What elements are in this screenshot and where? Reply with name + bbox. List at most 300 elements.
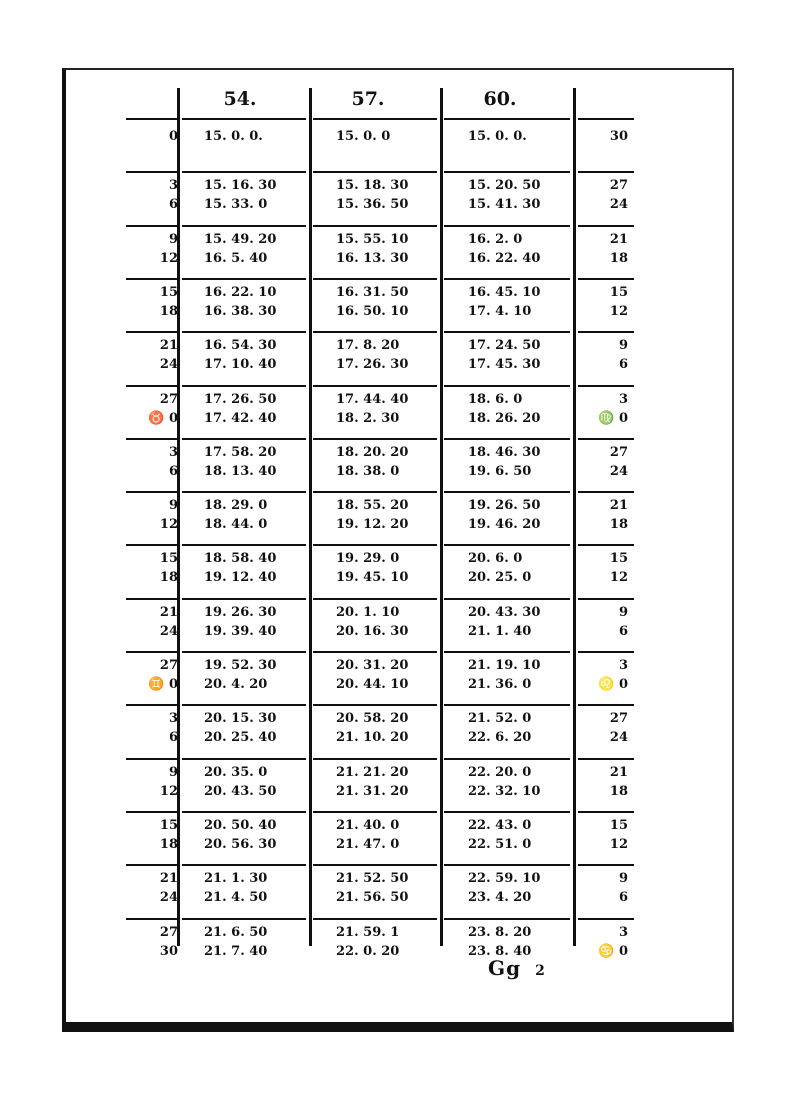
table-cell: 22. 32. 10 bbox=[468, 784, 541, 799]
value-col-54 bbox=[204, 496, 324, 534]
table-cell: 6 bbox=[618, 890, 628, 905]
row-rule bbox=[313, 278, 437, 280]
table-cell: 21. 1. 30 bbox=[204, 871, 268, 886]
value-col-57 bbox=[336, 176, 456, 214]
row-rule bbox=[578, 438, 634, 440]
table-cell: 21 bbox=[609, 765, 628, 780]
argument-right bbox=[580, 443, 628, 481]
row-rule bbox=[444, 544, 570, 546]
argument-right bbox=[580, 230, 628, 268]
table-cell: 12 bbox=[609, 304, 628, 319]
value-col-54 bbox=[204, 603, 324, 641]
table-cell: 15 bbox=[609, 818, 628, 833]
row-rule bbox=[313, 598, 437, 600]
row-rule bbox=[444, 278, 570, 280]
row-rule bbox=[444, 385, 570, 387]
row-rule bbox=[182, 598, 306, 600]
table-cell: 18 bbox=[609, 517, 628, 532]
value-col-54 bbox=[204, 127, 324, 146]
table-cell: 27 bbox=[159, 925, 178, 940]
row-rule bbox=[444, 331, 570, 333]
table-cell: 18. 20. 20 bbox=[336, 445, 409, 460]
table-cell: 19. 26. 30 bbox=[204, 605, 277, 620]
row-rule bbox=[126, 118, 178, 120]
argument-left bbox=[120, 549, 178, 587]
row-rule bbox=[126, 385, 178, 387]
argument-right bbox=[580, 923, 628, 961]
argument-left bbox=[120, 230, 178, 268]
table-cell: 18. 58. 40 bbox=[204, 551, 277, 566]
row-rule bbox=[182, 491, 306, 493]
table-cell: 22. 51. 0 bbox=[468, 837, 532, 852]
row-rule bbox=[578, 385, 634, 387]
row-rule bbox=[126, 651, 178, 653]
row-rule bbox=[578, 651, 634, 653]
row-rule bbox=[182, 704, 306, 706]
table-row bbox=[0, 336, 800, 386]
row-rule bbox=[313, 864, 437, 866]
value-col-60 bbox=[468, 496, 588, 534]
table-cell: 18 bbox=[609, 251, 628, 266]
row-rule bbox=[182, 385, 306, 387]
row-rule bbox=[578, 491, 634, 493]
row-rule bbox=[313, 385, 437, 387]
table-cell: 20. 16. 30 bbox=[336, 624, 409, 639]
table-cell: 21. 10. 20 bbox=[336, 730, 409, 745]
table-cell: 30 bbox=[609, 129, 628, 144]
row-rule bbox=[313, 758, 437, 760]
table-row bbox=[0, 763, 800, 813]
row-rule bbox=[444, 864, 570, 866]
argument-left bbox=[120, 603, 178, 641]
table-cell: 17. 26. 30 bbox=[336, 357, 409, 372]
row-rule bbox=[126, 331, 178, 333]
table-cell: 19. 52. 30 bbox=[204, 658, 277, 673]
row-rule bbox=[578, 331, 634, 333]
argument-right bbox=[580, 496, 628, 534]
row-rule bbox=[126, 758, 178, 760]
table-cell: 15. 36. 50 bbox=[336, 197, 409, 212]
table-row bbox=[0, 816, 800, 866]
table-cell: 16. 45. 10 bbox=[468, 285, 541, 300]
table-cell: 27 bbox=[609, 711, 628, 726]
table-cell: 15. 41. 30 bbox=[468, 197, 541, 212]
table-cell: 6 bbox=[618, 624, 628, 639]
row-rule bbox=[444, 491, 570, 493]
signature-number: 2 bbox=[535, 963, 546, 979]
row-rule bbox=[313, 651, 437, 653]
argument-left bbox=[120, 923, 178, 961]
table-cell: 22. 6. 20 bbox=[468, 730, 532, 745]
value-col-54 bbox=[204, 390, 324, 428]
table-cell: 21. 19. 10 bbox=[468, 658, 541, 673]
table-row bbox=[0, 230, 800, 280]
row-rule bbox=[444, 651, 570, 653]
table-cell: 15. 16. 30 bbox=[204, 178, 277, 193]
table-cell: 16. 31. 50 bbox=[336, 285, 409, 300]
table-cell: 18. 29. 0 bbox=[204, 498, 268, 513]
row-rule bbox=[182, 918, 306, 920]
table-row bbox=[0, 176, 800, 226]
table-cell: 22. 0. 20 bbox=[336, 944, 400, 959]
row-rule bbox=[126, 918, 178, 920]
value-col-57 bbox=[336, 443, 456, 481]
row-rule bbox=[444, 118, 570, 120]
row-rule bbox=[578, 811, 634, 813]
row-rule bbox=[313, 331, 437, 333]
table-cell: 3 bbox=[168, 178, 178, 193]
table-cell: ♍ 0 bbox=[598, 411, 628, 426]
row-rule bbox=[182, 544, 306, 546]
table-cell: 6 bbox=[168, 730, 178, 745]
table-cell: 20. 15. 30 bbox=[204, 711, 277, 726]
table-cell: 17. 45. 30 bbox=[468, 357, 541, 372]
table-cell: 21. 6. 50 bbox=[204, 925, 268, 940]
table-cell: 19. 26. 50 bbox=[468, 498, 541, 513]
row-rule bbox=[126, 704, 178, 706]
value-col-54 bbox=[204, 230, 324, 268]
table-cell: 9 bbox=[168, 232, 178, 247]
table-cell: 18. 44. 0 bbox=[204, 517, 268, 532]
table-cell: 6 bbox=[168, 197, 178, 212]
row-rule bbox=[578, 704, 634, 706]
table-cell: 12 bbox=[609, 837, 628, 852]
row-rule bbox=[182, 278, 306, 280]
table-cell: 19. 29. 0 bbox=[336, 551, 400, 566]
row-rule bbox=[578, 171, 634, 173]
value-col-57 bbox=[336, 127, 456, 146]
table-cell: 15. 18. 30 bbox=[336, 178, 409, 193]
argument-right bbox=[580, 549, 628, 587]
row-rule bbox=[182, 758, 306, 760]
row-rule bbox=[126, 491, 178, 493]
table-cell: 21. 52. 50 bbox=[336, 871, 409, 886]
table-cell: 20. 4. 20 bbox=[204, 677, 268, 692]
row-rule bbox=[182, 331, 306, 333]
argument-left bbox=[120, 496, 178, 534]
table-cell: 6 bbox=[618, 357, 628, 372]
argument-left bbox=[120, 390, 178, 428]
value-col-60 bbox=[468, 176, 588, 214]
value-col-57 bbox=[336, 709, 456, 747]
value-col-57 bbox=[336, 603, 456, 641]
argument-right bbox=[580, 283, 628, 321]
argument-right bbox=[580, 127, 628, 146]
row-rule bbox=[444, 598, 570, 600]
table-cell: 21. 1. 40 bbox=[468, 624, 532, 639]
argument-right bbox=[580, 869, 628, 907]
signature-mark bbox=[488, 956, 546, 980]
value-col-60 bbox=[468, 230, 588, 268]
table-cell: 20. 50. 40 bbox=[204, 818, 277, 833]
table-cell: 12 bbox=[159, 784, 178, 799]
table-cell: 15. 0. 0 bbox=[336, 129, 391, 144]
value-col-57 bbox=[336, 336, 456, 374]
value-col-54 bbox=[204, 336, 324, 374]
table-cell: 23. 8. 40 bbox=[468, 944, 532, 959]
row-rule bbox=[578, 278, 634, 280]
row-rule bbox=[126, 598, 178, 600]
table-cell: 27 bbox=[159, 658, 178, 673]
table-cell: 15 bbox=[159, 551, 178, 566]
table-cell: 21. 7. 40 bbox=[204, 944, 268, 959]
table-cell: 9 bbox=[168, 498, 178, 513]
table-cell: ♊ 0 bbox=[148, 677, 178, 692]
value-col-54 bbox=[204, 869, 324, 907]
table-cell: 21. 52. 0 bbox=[468, 711, 532, 726]
value-col-57 bbox=[336, 390, 456, 428]
row-rule bbox=[444, 225, 570, 227]
column-header-57: 57. bbox=[351, 88, 385, 110]
value-col-57 bbox=[336, 283, 456, 321]
table-cell: 3 bbox=[618, 392, 628, 407]
table-cell: 16. 22. 40 bbox=[468, 251, 541, 266]
table-cell: 18 bbox=[159, 304, 178, 319]
table-cell: 19. 12. 20 bbox=[336, 517, 409, 532]
table-cell: 17. 10. 40 bbox=[204, 357, 277, 372]
argument-left bbox=[120, 443, 178, 481]
table-row bbox=[0, 549, 800, 599]
table-cell: 21. 36. 0 bbox=[468, 677, 532, 692]
table-cell: 20. 44. 10 bbox=[336, 677, 409, 692]
table-cell: 18 bbox=[159, 570, 178, 585]
table-cell: ♋ 0 bbox=[598, 944, 628, 959]
table-cell: 17. 44. 40 bbox=[336, 392, 409, 407]
row-rule bbox=[313, 544, 437, 546]
argument-left bbox=[120, 176, 178, 214]
row-rule bbox=[126, 544, 178, 546]
table-row bbox=[0, 923, 800, 973]
table-cell: 3 bbox=[168, 445, 178, 460]
value-col-54 bbox=[204, 443, 324, 481]
table-row bbox=[0, 869, 800, 919]
argument-left bbox=[120, 816, 178, 854]
table-cell: 21 bbox=[609, 232, 628, 247]
table-cell: 21 bbox=[159, 605, 178, 620]
table-cell: 21. 40. 0 bbox=[336, 818, 400, 833]
table-cell: 24 bbox=[609, 730, 628, 745]
argument-left bbox=[120, 127, 178, 146]
table-cell: 20. 43. 30 bbox=[468, 605, 541, 620]
table-cell: 21. 31. 20 bbox=[336, 784, 409, 799]
table-cell: 20. 35. 0 bbox=[204, 765, 268, 780]
value-col-57 bbox=[336, 816, 456, 854]
table-cell: 3 bbox=[618, 658, 628, 673]
table-cell: 15 bbox=[609, 551, 628, 566]
row-rule bbox=[444, 438, 570, 440]
table-cell: 15 bbox=[609, 285, 628, 300]
row-rule bbox=[313, 918, 437, 920]
table-cell: 21. 59. 1 bbox=[336, 925, 400, 940]
table-cell: 24 bbox=[159, 890, 178, 905]
value-col-57 bbox=[336, 656, 456, 694]
value-col-57 bbox=[336, 869, 456, 907]
row-rule bbox=[313, 225, 437, 227]
table-cell: 3 bbox=[168, 711, 178, 726]
value-col-54 bbox=[204, 176, 324, 214]
table-cell: 16. 22. 10 bbox=[204, 285, 277, 300]
table-cell: 15. 0. 0. bbox=[204, 129, 263, 144]
table-cell: 19. 39. 40 bbox=[204, 624, 277, 639]
column-header-60: 60. bbox=[483, 88, 517, 110]
table-cell: 9 bbox=[168, 765, 178, 780]
table-cell: 22. 59. 10 bbox=[468, 871, 541, 886]
value-col-57 bbox=[336, 763, 456, 801]
table-cell: 12 bbox=[159, 517, 178, 532]
table-cell: 15. 49. 20 bbox=[204, 232, 277, 247]
table-cell: 15 bbox=[159, 285, 178, 300]
table-cell: 20. 25. 40 bbox=[204, 730, 277, 745]
value-col-57 bbox=[336, 230, 456, 268]
value-col-54 bbox=[204, 709, 324, 747]
argument-left bbox=[120, 656, 178, 694]
argument-left bbox=[120, 709, 178, 747]
value-col-60 bbox=[468, 763, 588, 801]
row-rule bbox=[182, 118, 306, 120]
table-cell: 20. 25. 0 bbox=[468, 570, 532, 585]
value-col-54 bbox=[204, 816, 324, 854]
table-row bbox=[0, 603, 800, 653]
row-rule bbox=[126, 438, 178, 440]
row-rule bbox=[126, 864, 178, 866]
row-rule bbox=[578, 598, 634, 600]
table-row bbox=[0, 709, 800, 759]
table-cell: 20. 43. 50 bbox=[204, 784, 277, 799]
table-cell: 17. 4. 10 bbox=[468, 304, 532, 319]
table-row bbox=[0, 283, 800, 333]
row-rule bbox=[182, 438, 306, 440]
table-cell: 19. 46. 20 bbox=[468, 517, 541, 532]
row-rule bbox=[126, 225, 178, 227]
row-rule bbox=[182, 811, 306, 813]
table-cell: 19. 45. 10 bbox=[336, 570, 409, 585]
table-cell: 24 bbox=[609, 464, 628, 479]
value-col-60 bbox=[468, 816, 588, 854]
table-row bbox=[0, 656, 800, 706]
table-cell: 22. 20. 0 bbox=[468, 765, 532, 780]
table-cell: 21. 21. 20 bbox=[336, 765, 409, 780]
row-rule bbox=[182, 864, 306, 866]
value-col-57 bbox=[336, 496, 456, 534]
value-col-60 bbox=[468, 443, 588, 481]
table-cell: ♉ 0 bbox=[148, 411, 178, 426]
argument-left bbox=[120, 336, 178, 374]
table-cell: 19. 6. 50 bbox=[468, 464, 532, 479]
argument-right bbox=[580, 603, 628, 641]
table-cell: 21. 56. 50 bbox=[336, 890, 409, 905]
table-cell: 19. 12. 40 bbox=[204, 570, 277, 585]
table-row bbox=[0, 496, 800, 546]
row-rule bbox=[313, 491, 437, 493]
argument-right bbox=[580, 816, 628, 854]
table-cell: 15. 0. 0. bbox=[468, 129, 527, 144]
row-rule bbox=[313, 438, 437, 440]
row-rule bbox=[126, 171, 178, 173]
table-cell: 18. 2. 30 bbox=[336, 411, 400, 426]
table-cell: 15. 33. 0 bbox=[204, 197, 268, 212]
value-col-60 bbox=[468, 656, 588, 694]
row-rule bbox=[444, 704, 570, 706]
table-cell: 27 bbox=[609, 445, 628, 460]
table-cell: 30 bbox=[159, 944, 178, 959]
row-rule bbox=[578, 225, 634, 227]
table-cell: 23. 4. 20 bbox=[468, 890, 532, 905]
row-rule bbox=[126, 278, 178, 280]
table-cell: 20. 6. 0 bbox=[468, 551, 523, 566]
table-cell: 21 bbox=[609, 498, 628, 513]
argument-right bbox=[580, 336, 628, 374]
table-row bbox=[0, 390, 800, 440]
argument-right bbox=[580, 709, 628, 747]
value-col-57 bbox=[336, 923, 456, 961]
table-cell: 17. 42. 40 bbox=[204, 411, 277, 426]
row-rule bbox=[182, 651, 306, 653]
table-cell: 17. 8. 20 bbox=[336, 338, 400, 353]
table-cell: 27 bbox=[159, 392, 178, 407]
value-col-60 bbox=[468, 869, 588, 907]
argument-right bbox=[580, 656, 628, 694]
table-cell: 12 bbox=[159, 251, 178, 266]
table-cell: 17. 26. 50 bbox=[204, 392, 277, 407]
row-rule bbox=[182, 225, 306, 227]
table-cell: 24 bbox=[609, 197, 628, 212]
table-cell: 20. 31. 20 bbox=[336, 658, 409, 673]
value-col-54 bbox=[204, 549, 324, 587]
row-rule bbox=[578, 758, 634, 760]
value-col-60 bbox=[468, 603, 588, 641]
table-cell: 18. 6. 0 bbox=[468, 392, 523, 407]
table-cell: 17. 24. 50 bbox=[468, 338, 541, 353]
argument-right bbox=[580, 390, 628, 428]
row-rule bbox=[578, 918, 634, 920]
table-cell: 21. 4. 50 bbox=[204, 890, 268, 905]
table-cell: 18 bbox=[159, 837, 178, 852]
table-cell: 20. 1. 10 bbox=[336, 605, 400, 620]
table-cell: 16. 5. 40 bbox=[204, 251, 268, 266]
table-row bbox=[0, 127, 800, 177]
table-cell: 24 bbox=[159, 357, 178, 372]
argument-left bbox=[120, 763, 178, 801]
row-rule bbox=[578, 864, 634, 866]
row-rule bbox=[126, 811, 178, 813]
table-cell: 21 bbox=[159, 871, 178, 886]
table-cell: 23. 8. 20 bbox=[468, 925, 532, 940]
table-cell: 3 bbox=[618, 925, 628, 940]
row-rule bbox=[313, 118, 437, 120]
table-cell: 24 bbox=[159, 624, 178, 639]
row-rule bbox=[313, 171, 437, 173]
table-cell: 16. 2. 0 bbox=[468, 232, 523, 247]
row-rule bbox=[182, 171, 306, 173]
argument-right bbox=[580, 763, 628, 801]
table-cell: 16. 50. 10 bbox=[336, 304, 409, 319]
table-cell: ♌ 0 bbox=[598, 677, 628, 692]
row-rule bbox=[578, 118, 634, 120]
table-cell: 17. 58. 20 bbox=[204, 445, 277, 460]
table-cell: 20. 56. 30 bbox=[204, 837, 277, 852]
table-cell: 16. 38. 30 bbox=[204, 304, 277, 319]
table-cell: 22. 43. 0 bbox=[468, 818, 532, 833]
value-col-54 bbox=[204, 283, 324, 321]
value-col-54 bbox=[204, 656, 324, 694]
table-cell: 27 bbox=[609, 178, 628, 193]
table-cell: 0 bbox=[168, 129, 178, 144]
column-header-54: 54. bbox=[223, 88, 257, 110]
row-rule bbox=[313, 811, 437, 813]
table-row bbox=[0, 443, 800, 493]
value-col-57 bbox=[336, 549, 456, 587]
table-cell: 18. 26. 20 bbox=[468, 411, 541, 426]
